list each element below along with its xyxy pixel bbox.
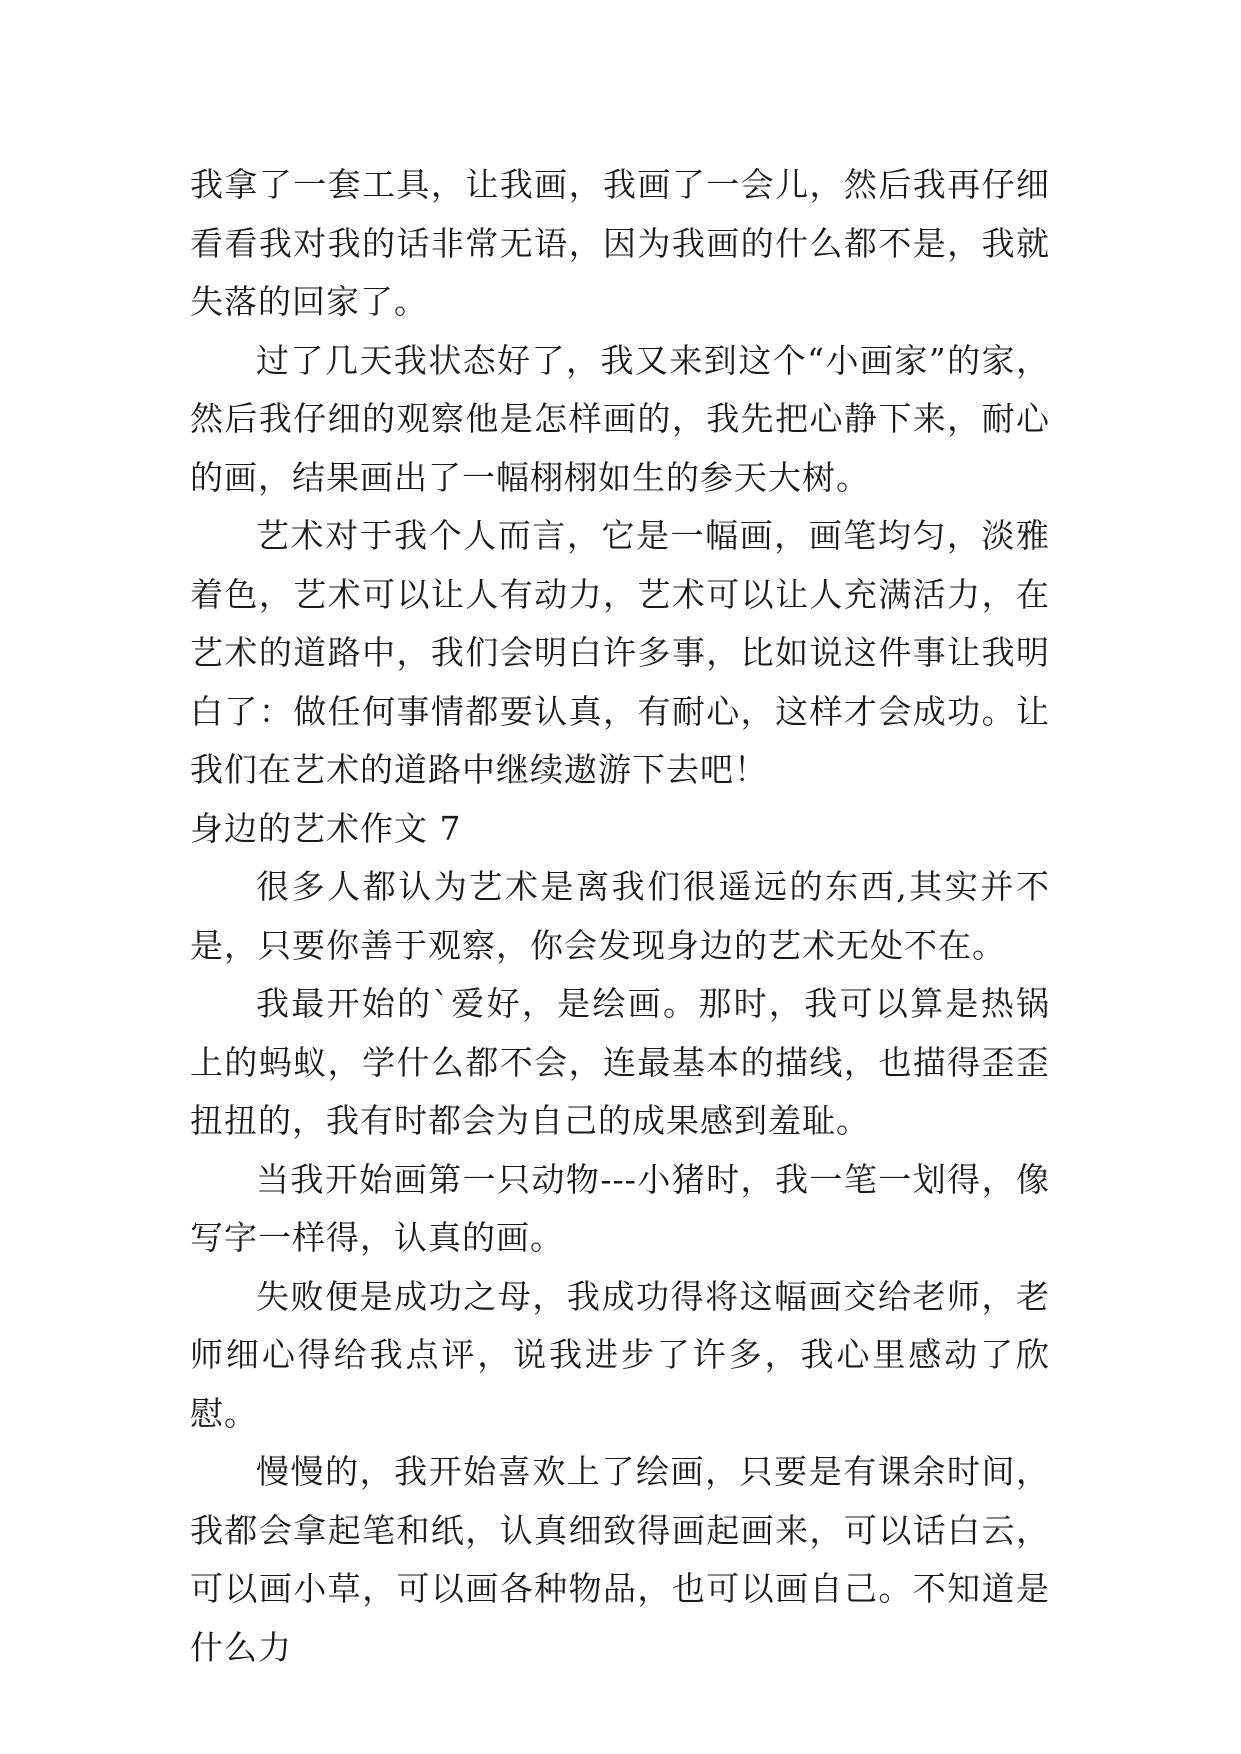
paragraph-8: 慢慢的，我开始喜欢上了绘画，只要是有课余时间，我都会拿起笔和纸，认真细致得画起画来，可以话白云，可以画小草，可以画各种物品，也可以画自己。不知道是什么力 — [190, 1452, 1050, 1667]
paragraph-7: 失败便是成功之母，我成功得将这幅画交给老师，老师细心得给我点评，说我进步了许多，我心里感动了欣慰。 — [190, 1276, 1050, 1433]
paragraph-3: 艺术对于我个人而言，它是一幅画，画笔均匀，淡雅着色，艺术可以让人有动力，艺术可以让人充满活力，在艺术的道路中，我们会明白许多事，比如说这件事让我明白了：做任何事情都要认真，有耐心，这样才会成功。让我们在艺术的道路中继续遨游下去吧！ — [190, 516, 1050, 789]
section-title: 身边的艺术作文 7 — [190, 808, 462, 848]
paragraph-2: 过了几天我状态好了，我又来到这个“小画家”的家，然后我仔细的观察他是怎样画的，我先把心静下来，耐心的画，结果画出了一幅栩栩如生的参天大树。 — [190, 340, 1050, 497]
document-body — [190, 156, 1050, 1677]
paragraph-5: 我最开始的`爱好，是绘画。那时，我可以算是热锅上的蚂蚁，学什么都不会，连最基本的描线，也描得歪歪扭扭的，我有时都会为自己的成果感到羞耻。 — [190, 984, 1050, 1140]
paragraph-1: 我拿了一套工具，让我画，我画了一会儿，然后我再仔细看看我对我的话非常无语，因为我画的什么都不是，我就失落的回家了。 — [190, 165, 1050, 321]
paragraph-4: 很多人都认为艺术是离我们很遥远的东西,其实并不是，只要你善于观察，你会发现身边的艺术无处不在。 — [190, 867, 1050, 965]
paragraph-6: 当我开始画第一只动物---小猪时，我一笔一划得，像写字一样得，认真的画。 — [190, 1159, 1050, 1257]
